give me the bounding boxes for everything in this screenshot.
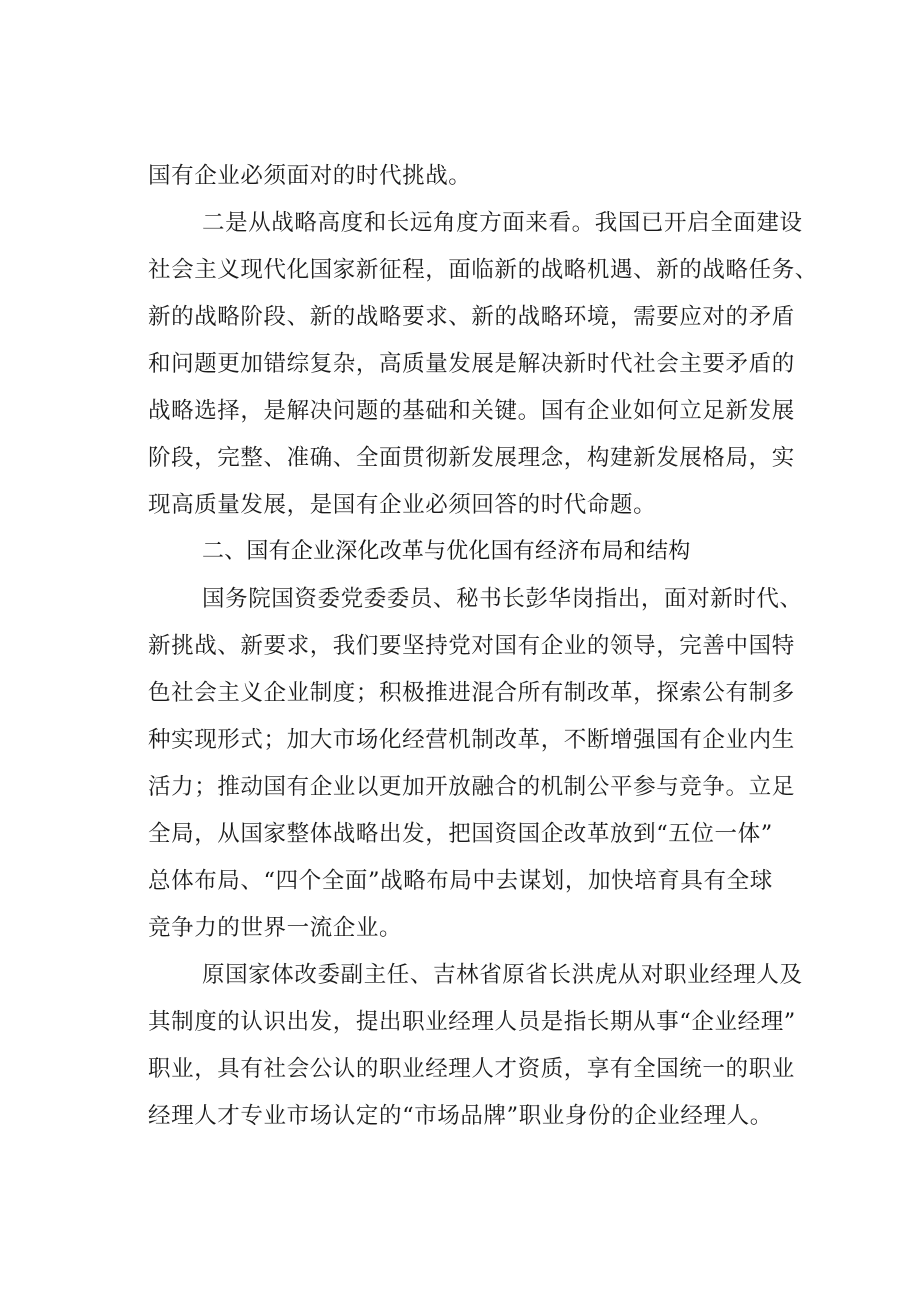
paragraph-3-line-3: 色社会主义企业制度；积极推进混合所有制改革，探索公有制多	[148, 680, 795, 706]
paragraph-2-line-6: 阶段，完整、准确、全面贯彻新发展理念，构建新发展格局，实	[148, 445, 795, 471]
paragraph-3-line-6: 全局，从国家整体战略出发，把国资国企改革放到“五位一体”	[148, 821, 773, 847]
paragraph-2-line-2: 社会主义现代化国家新征程，面临新的战略机遇、新的战略任务、	[148, 257, 818, 283]
paragraph-1-line-1: 国有企业必须面对的时代挑战。	[148, 163, 472, 189]
paragraph-3-line-7: 总体布局、“四个全面”战略布局中去谋划，加快培育具有全球	[148, 868, 773, 894]
paragraph-3-line-8: 竞争力的世界一流企业。	[148, 915, 403, 941]
paragraph-3-line-2: 新挑战、新要求，我们要坚持党对国有企业的领导，完善中国特	[148, 633, 795, 659]
paragraph-4-line-2: 其制度的认识出发，提出职业经理人员是指长期从事“企业经理”	[148, 1009, 796, 1035]
paragraph-4-line-3: 职业，具有社会公认的职业经理人才资质，享有全国统一的职业	[148, 1056, 795, 1082]
paragraph-2-line-1: 二是从战略高度和长远角度方面来看。我国已开启全面建设	[202, 210, 803, 236]
paragraph-3-line-5: 活力；推动国有企业以更加开放融合的机制公平参与竞争。立足	[148, 774, 795, 800]
paragraph-2-line-7: 现高质量发展，是国有企业必须回答的时代命题。	[148, 492, 657, 518]
paragraph-3-line-4: 种实现形式；加大市场化经营机制改革，不断增强国有企业内生	[148, 727, 795, 753]
paragraph-2-line-4: 和问题更加错综复杂，高质量发展是解决新时代社会主要矛盾的	[148, 351, 795, 377]
paragraph-2-line-3: 新的战略阶段、新的战略要求、新的战略环境，需要应对的矛盾	[148, 304, 795, 330]
paragraph-3-line-1: 国务院国资委党委委员、秘书长彭华岗指出，面对新时代、	[202, 586, 803, 612]
paragraph-4-line-1: 原国家体改委副主任、吉林省原省长洪虎从对职业经理人及	[202, 962, 803, 988]
paragraph-4-line-4: 经理人才专业市场认定的“市场品牌”职业身份的企业经理人。	[148, 1103, 773, 1129]
section-heading: 二、国有企业深化改革与优化国有经济布局和结构	[202, 539, 691, 564]
paragraph-2-line-5: 战略选择，是解决问题的基础和关键。国有企业如何立足新发展	[148, 398, 795, 424]
